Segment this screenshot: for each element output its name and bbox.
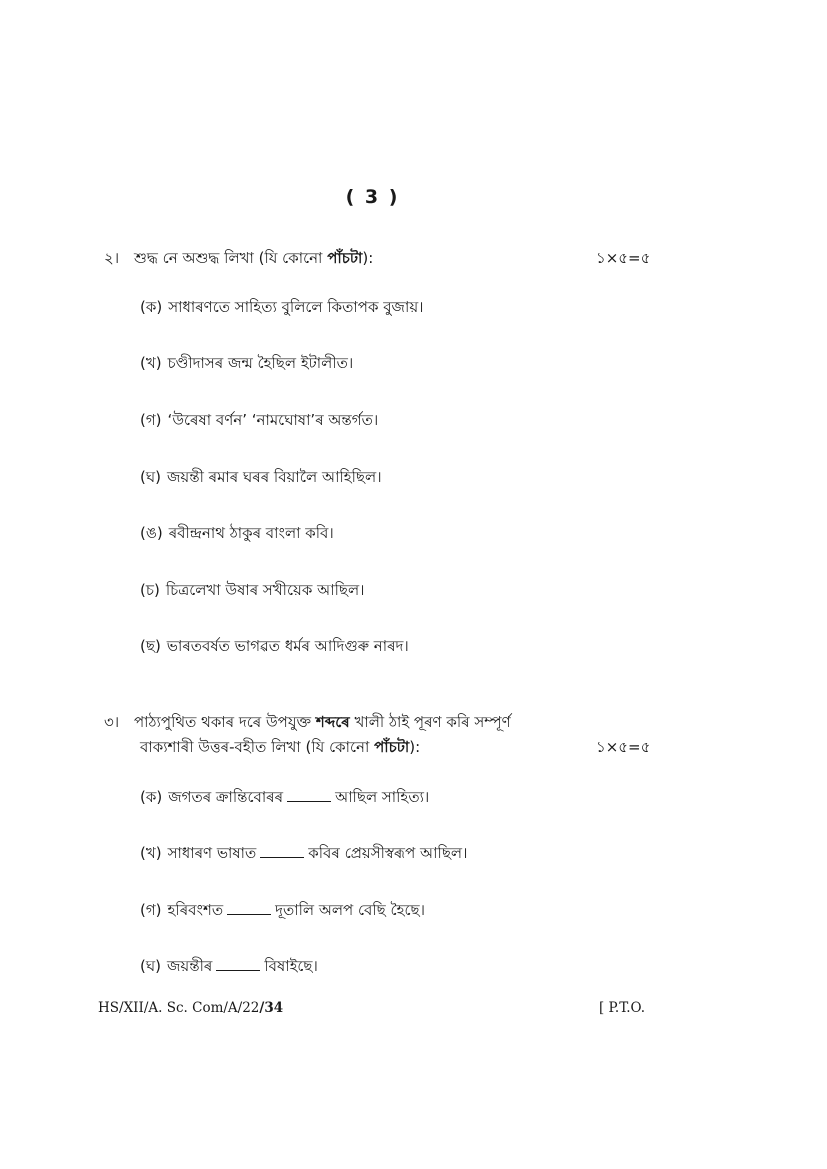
question-3-prompt-line1-after: খালী ঠাই পূৰণ কৰি সম্পূৰ্ণ xyxy=(349,713,511,731)
question-2-item-kha xyxy=(140,352,353,374)
item-text-after: আছিল সাহিত্য। xyxy=(335,788,430,806)
item-label: (খ) xyxy=(140,844,162,862)
question-2-number: ২। xyxy=(104,249,120,267)
page-number: ( 3 ) xyxy=(345,186,400,208)
item-text: ‘উৰেষা বৰ্ণন’ ‘নামঘোষা’ৰ অন্তৰ্গত। xyxy=(167,411,379,429)
question-2-item-ga xyxy=(140,409,378,431)
item-text: সাধাৰণতে সাহিত্য বুলিলে কিতাপক বুজায়। xyxy=(168,298,424,316)
item-label: (ঘ) xyxy=(140,468,161,486)
question-2-prompt xyxy=(104,247,373,269)
question-3-prompt-line2-after: ): xyxy=(409,738,421,756)
question-3-marks: ১×৫=৫ xyxy=(596,738,651,756)
item-text-before: সাধাৰণ ভাষাত xyxy=(167,844,257,862)
question-3-prompt-line2-bold: পাঁচটা xyxy=(374,738,410,756)
question-2-prompt-before: শুদ্ধ নে অশুদ্ধ লিখা (যি কোনো xyxy=(134,249,328,267)
question-3-prompt-line1-bold: শব্দৰে xyxy=(315,713,350,731)
question-2-prompt-bold: পাঁচটা xyxy=(327,249,363,267)
item-text: জয়ন্তী ৰমাৰ ঘৰৰ বিয়ালৈ আহিছিল। xyxy=(166,468,382,486)
question-3-item-ka xyxy=(140,786,429,808)
question-2-marks: ১×৫=৫ xyxy=(596,249,651,267)
item-text-after: বিষাইছে। xyxy=(264,957,318,975)
question-2-item-chha xyxy=(140,635,409,657)
item-text: ভাৰতবৰ্ষত ভাগৱত ধৰ্মৰ আদিগুৰু নাৰদ। xyxy=(166,637,409,655)
item-text-after: কবিৰ প্ৰেয়সীস্বৰূপ আছিল। xyxy=(308,844,468,862)
item-text-before: হৰিবংশত xyxy=(167,901,224,919)
item-text-before: জগতৰ ক্ৰান্তিবোৰৰ xyxy=(168,788,284,806)
paper-code-bold: /34 xyxy=(259,1000,284,1016)
question-3-item-ga xyxy=(140,899,425,921)
question-2-item-ka xyxy=(140,296,424,318)
item-label: (ছ) xyxy=(140,637,161,655)
item-text-before: জয়ন্তীৰ xyxy=(166,957,213,975)
item-text: ৰবীন্দ্ৰনাথ ঠাকুৰ বাংলা কবি। xyxy=(168,524,334,542)
item-label: (ঘ) xyxy=(140,957,161,975)
item-label: (ক) xyxy=(140,298,163,316)
paper-code-prefix: HS/XII/A. Sc. Com/A/22 xyxy=(98,1000,260,1016)
question-3-prompt-line2-before: বাক্যশাৰী উত্তৰ-বহীত লিখা (যি কোনো xyxy=(140,738,375,756)
item-text: চণ্ডীদাসৰ জন্ম হৈছিল ইটালীত। xyxy=(167,354,354,372)
question-2-item-uma xyxy=(140,522,334,544)
item-label: (ক) xyxy=(140,788,163,806)
question-3-prompt-line-1 xyxy=(104,711,511,733)
item-text-after: দূতালি অলপ বেছি হৈছে। xyxy=(275,901,425,919)
fill-blank xyxy=(216,958,260,971)
question-3-prompt-line1-before: পাঠ্যপুথিত থকাৰ দৰে উপযুক্ত xyxy=(134,713,316,731)
question-2-item-cha xyxy=(140,579,365,601)
paper-code xyxy=(98,1000,283,1016)
item-label: (গ) xyxy=(140,411,162,429)
question-2-item-gha xyxy=(140,466,382,488)
question-3-item-kha xyxy=(140,842,467,864)
question-3-number: ৩। xyxy=(104,713,120,731)
question-3-item-gha xyxy=(140,955,318,977)
item-label: (চ) xyxy=(140,581,160,599)
item-label: (গ) xyxy=(140,901,162,919)
question-2-prompt-after: ): xyxy=(362,249,374,267)
fill-blank xyxy=(287,789,331,802)
item-label: (ঙ) xyxy=(140,524,163,542)
question-3-prompt-line-2 xyxy=(140,736,420,758)
item-label: (খ) xyxy=(140,354,162,372)
item-text: চিত্ৰলেখা উষাৰ সখীয়েক আছিল। xyxy=(165,581,365,599)
fill-blank xyxy=(260,845,304,858)
pto-label: [ P.T.O. xyxy=(599,1000,646,1016)
fill-blank xyxy=(227,902,271,915)
